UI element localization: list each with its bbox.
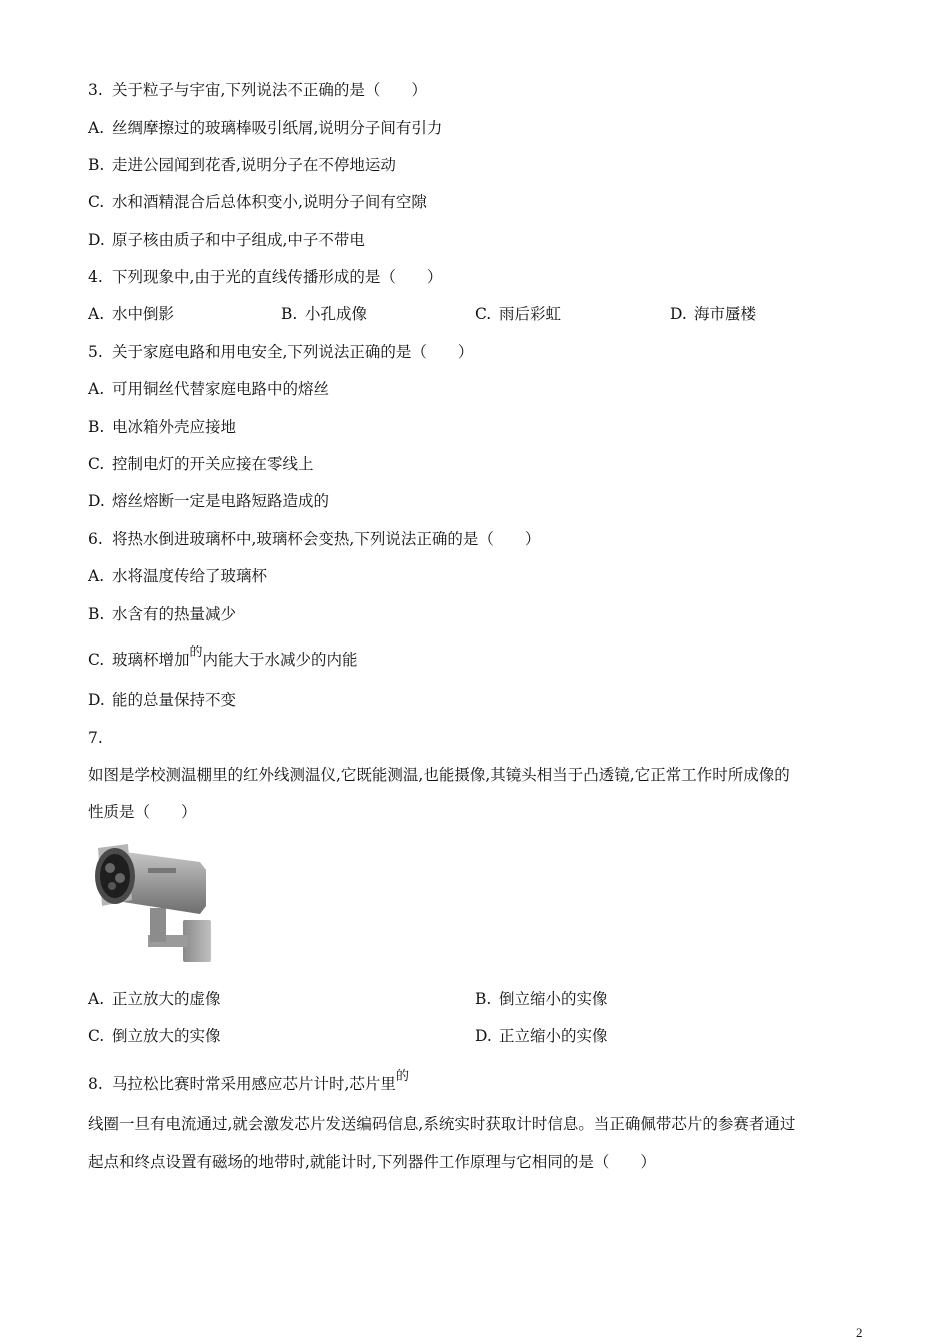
q3-option-a: A. 丝绸摩擦过的玻璃棒吸引纸屑,说明分子间有引力 <box>88 119 443 137</box>
q7-stem-line1: 如图是学校测温棚里的红外线测温仪,它既能测温,也能摄像,其镜头相当于凸透镜,它正常工作时所成像的 <box>88 766 790 784</box>
q8-stem-line1: 8. 马拉松比赛时常采用感应芯片计时,芯片里$^的$ <box>88 1069 409 1093</box>
q7-option-b: B. 倒立缩小的实像 <box>475 990 608 1008</box>
q5-option-d: D. 熔丝熔断一定是电路短路造成的 <box>88 492 330 510</box>
q6-stem: 6. 将热水倒进玻璃杯中,玻璃杯会变热,下列说法正确的是（ ） <box>88 530 541 548</box>
q6-option-a: A. 水将温度传给了玻璃杯 <box>88 567 268 585</box>
q4-option-c: C. 雨后彩虹 <box>475 305 562 323</box>
q5-number: 5. <box>88 343 103 361</box>
q6-option-d: D. 能的总量保持不变 <box>88 691 237 709</box>
q8-stem-line2: 线圈一旦有电流通过,就会激发芯片发送编码信息,系统实时获取计时信息。当正确佩带芯片的参赛者通过 <box>88 1115 796 1133</box>
q6-number: 6. <box>88 530 103 548</box>
q4-number: 4. <box>88 268 103 286</box>
q4-option-b: B. 小孔成像 <box>281 305 368 323</box>
q7-option-a: A. 正立放大的虚像 <box>88 990 221 1008</box>
q6-option-c: C. 玻璃杯增加$^的$内能大于水减少的内能 <box>88 645 358 669</box>
q6-option-b: B. 水含有的热量减少 <box>88 605 237 623</box>
q3-option-d: D. 原子核由质子和中子组成,中子不带电 <box>88 231 365 249</box>
q7-stem-line2: 性质是（ ） <box>88 803 197 821</box>
q4-stem: 4. 下列现象中,由于光的直线传播形成的是（ ） <box>88 268 443 286</box>
infrared-camera-image <box>88 840 223 970</box>
q4-option-a: A. 水中倒影 <box>88 305 175 323</box>
q7-option-d: D. 正立缩小的实像 <box>475 1027 608 1045</box>
q7-option-c: C. 倒立放大的实像 <box>88 1027 221 1045</box>
q7-number: 7. <box>88 729 103 747</box>
page-number: 2 <box>856 1325 863 1340</box>
q8-stem-line3: 起点和终点设置有磁场的地带时,就能计时,下列器件工作原理与它相同的是（ ） <box>88 1153 656 1171</box>
q5-option-a: A. 可用铜丝代替家庭电路中的熔丝 <box>88 380 330 398</box>
q5-option-c: C. 控制电灯的开关应接在零线上 <box>88 455 314 473</box>
q3-number: 3. <box>88 81 103 99</box>
q5-stem: 5. 关于家庭电路和用电安全,下列说法正确的是（ ） <box>88 343 474 361</box>
q4-option-d: D. 海市蜃楼 <box>670 305 757 323</box>
q8-number: 8. <box>88 1075 103 1093</box>
q3-stem: 3. 关于粒子与宇宙,下列说法不正确的是（ ） <box>88 81 427 99</box>
q3-option-b: B. 走进公园闻到花香,说明分子在不停地运动 <box>88 156 396 174</box>
q3-option-c: C. 水和酒精混合后总体积变小,说明分子间有空隙 <box>88 193 427 211</box>
q5-option-b: B. 电冰箱外壳应接地 <box>88 418 237 436</box>
